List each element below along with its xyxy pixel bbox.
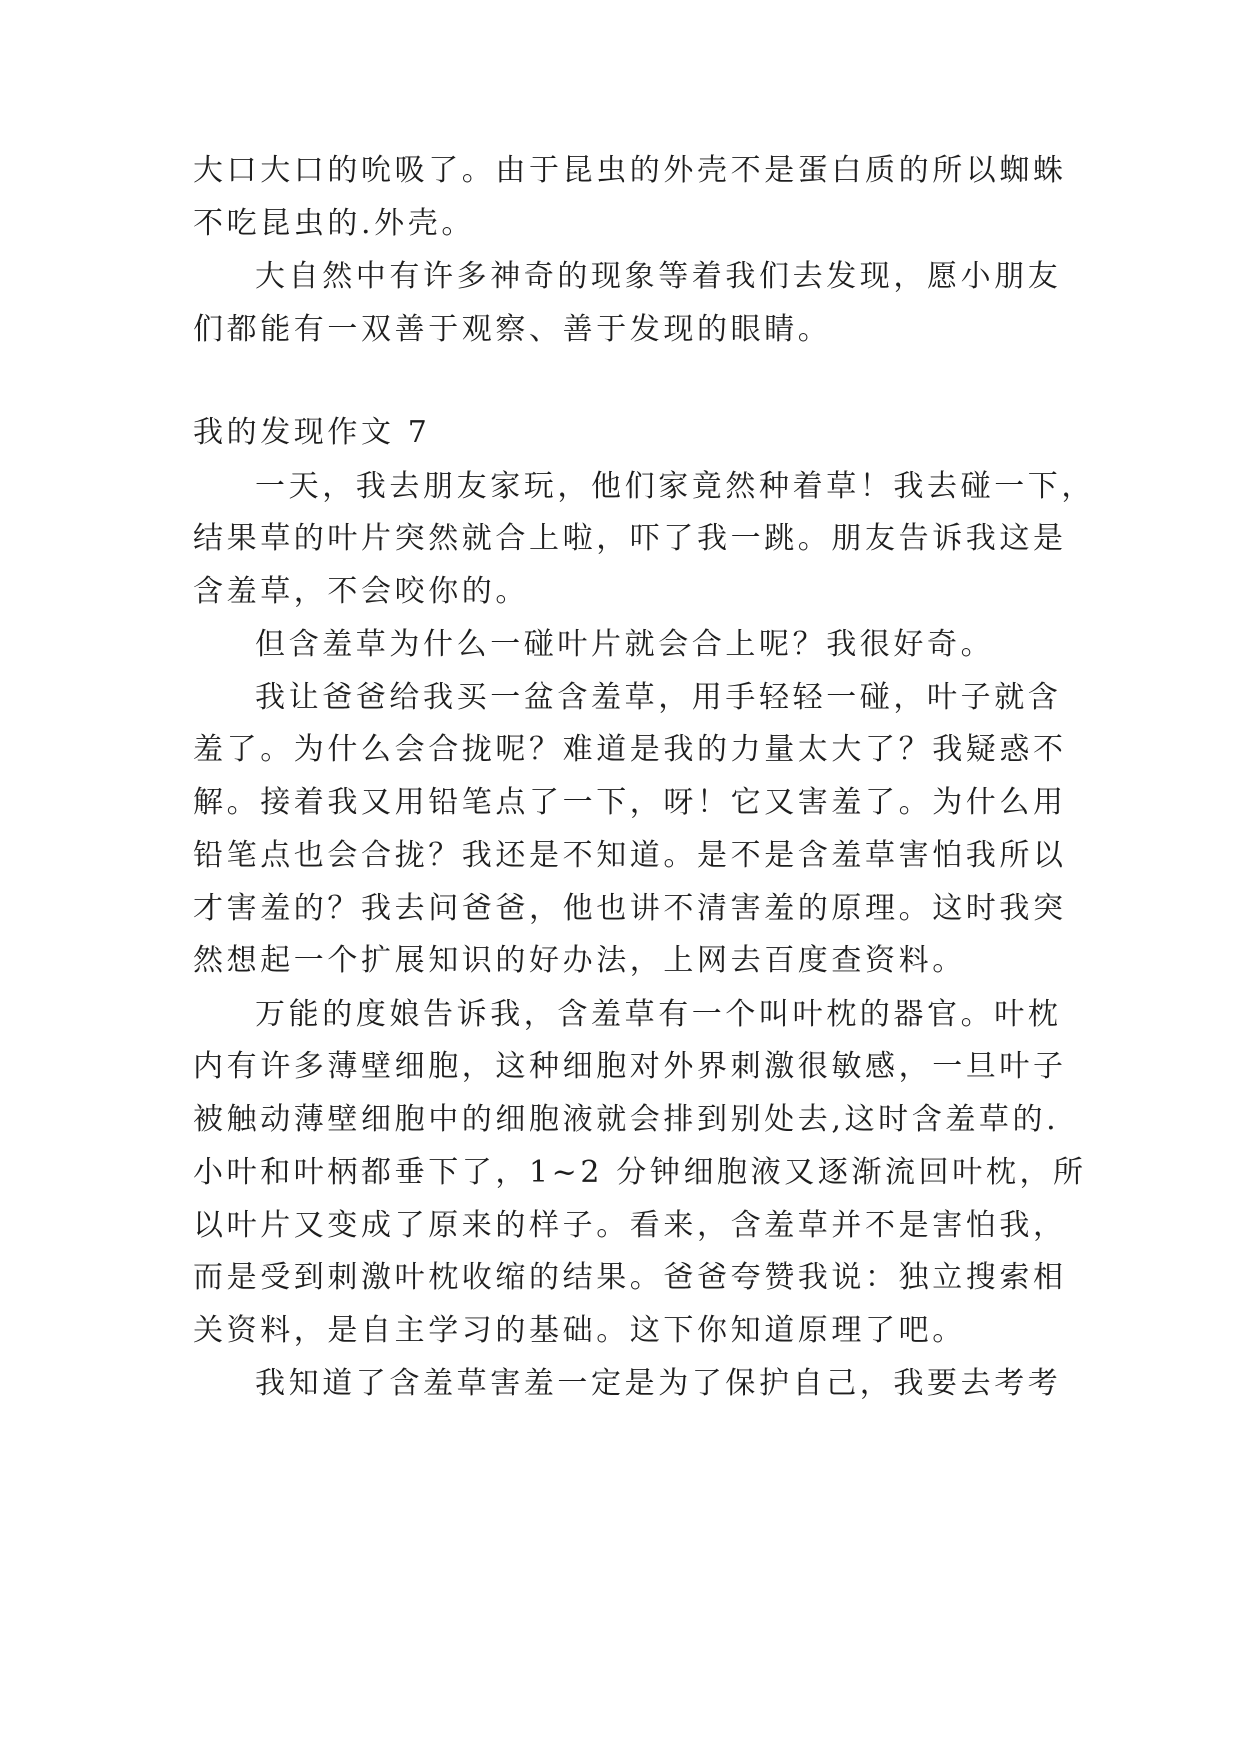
text-line: 以叶片又变成了原来的样子。看来，含羞草并不是害怕我， — [193, 1208, 1067, 1243]
text-line: 万能的度娘告诉我，含羞草有一个叫叶枕的器官。叶枕 — [255, 997, 1062, 1032]
text-line: 含羞草，不会咬你的。 — [193, 574, 529, 609]
text-line: 羞了。为什么会合拢呢？难道是我的力量太大了？我疑惑不 — [193, 732, 1067, 767]
text-line: 不吃昆虫的.外壳。 — [193, 206, 475, 241]
text-line: 大自然中有许多神奇的现象等着我们去发现，愿小朋友 — [255, 259, 1062, 294]
text-line: 被触动薄壁细胞中的细胞液就会排到别处去,这时含羞草的. — [193, 1102, 1060, 1137]
text-line: 我知道了含羞草害羞一定是为了保护自己，我要去考考 — [255, 1366, 1062, 1401]
text-line: 而是受到刺激叶枕收缩的结果。爸爸夸赞我说：独立搜索相 — [193, 1260, 1067, 1295]
text-line: 小叶和叶柄都垂下了，1~2 分钟细胞液又逐渐流回叶枕，所 — [193, 1155, 1087, 1190]
text-line: 才害羞的？我去问爸爸，他也讲不清害羞的原理。这时我突 — [193, 891, 1067, 926]
text-line: 然想起一个扩展知识的好办法，上网去百度查资料。 — [193, 943, 966, 978]
text-line: 大口大口的吮吸了。由于昆虫的外壳不是蛋白质的所以蜘蛛 — [193, 153, 1067, 188]
text-line: 铅笔点也会合拢？我还是不知道。是不是含羞草害怕我所以 — [193, 838, 1067, 873]
text-line: 解。接着我又用铅笔点了一下，呀！它又害羞了。为什么用 — [193, 785, 1067, 820]
text-line: 我让爸爸给我买一盆含羞草，用手轻轻一碰，叶子就含 — [255, 680, 1062, 715]
section-heading: 我的发现作文 7 — [193, 415, 431, 450]
text-line: 们都能有一双善于观察、善于发现的眼睛。 — [193, 312, 832, 347]
text-line: 关资料，是自主学习的基础。这下你知道原理了吧。 — [193, 1313, 966, 1348]
text-line: 但含羞草为什么一碰叶片就会合上呢？我很好奇。 — [255, 627, 995, 662]
text-line: 一天，我去朋友家玩，他们家竟然种着草！我去碰一下， — [255, 469, 1095, 504]
text-line: 内有许多薄壁细胞，这种细胞对外界刺激很敏感，一旦叶子 — [193, 1049, 1067, 1084]
text-line: 结果草的叶片突然就合上啦，吓了我一跳。朋友告诉我这是 — [193, 521, 1067, 556]
